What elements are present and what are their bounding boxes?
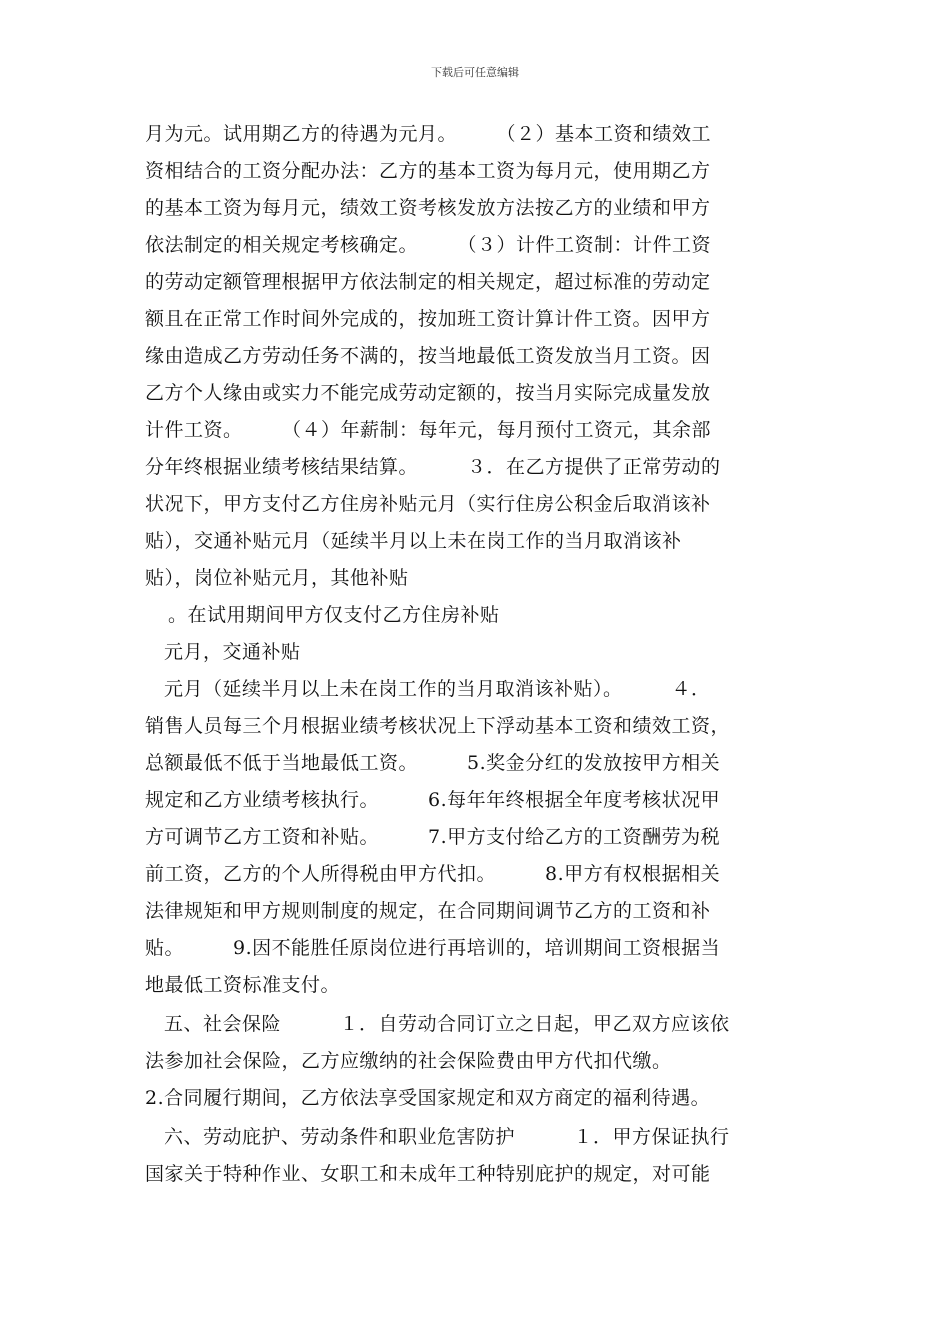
paragraph-line: 元月，交通补贴 — [164, 641, 301, 663]
paragraph-line: 地最低工资标准支付。 — [145, 974, 341, 996]
paragraph-line: 的劳动定额管理根据甲方依法制定的相关规定，超过标准的劳动定 — [145, 271, 711, 293]
paragraph-line: 月为元。试用期乙方的待遇为元月。 （２）基本工资和绩效工 — [145, 123, 712, 145]
section-heading-social-insurance: 五、社会保险 １．自劳动合同订立之日起，甲乙双方应该依 — [164, 1013, 730, 1035]
paragraph-line: 法参加社会保险，乙方应缴纳的社会保险费由甲方代扣代缴。 — [145, 1050, 672, 1072]
paragraph-line: 方可调节乙方工资和补贴。 7.甲方支付给乙方的工资酬劳为税 — [145, 826, 721, 848]
paragraph-line: 总额最低不低于当地最低工资。 5.奖金分红的发放按甲方相关 — [145, 752, 721, 774]
paragraph-line: 前工资，乙方的个人所得税由甲方代扣。 8.甲方有权根据相关 — [145, 863, 721, 885]
paragraph-line: 规定和乙方业绩考核执行。 6.每年年终根据全年度考核状况甲 — [145, 789, 721, 811]
paragraph-line: 元月（延续半月以上未在岗工作的当月取消该补贴）。 ４． — [164, 678, 711, 700]
paragraph-line: 计件工资。 （４）年薪制：每年元，每月预付工资元，其余部 — [145, 419, 712, 441]
paragraph-line: 贴。 9.因不能胜任原岗位进行再培训的，培训期间工资根据当 — [145, 937, 721, 959]
paragraph-line: 贴），交通补贴元月（延续半月以上未在岗工作的当月取消该补 — [145, 530, 682, 552]
paragraph-line: 依法制定的相关规定考核确定。 （３）计件工资制：计件工资 — [145, 234, 712, 256]
paragraph-line: 2.合同履行期间，乙方依法享受国家规定和双方商定的福利待遇。 — [145, 1087, 711, 1109]
paragraph-line: 贴），岗位补贴元月，其他补贴 — [145, 567, 409, 589]
paragraph-line: 分年终根据业绩考核结果结算。 ３．在乙方提供了正常劳动的 — [145, 456, 721, 478]
page-header: 下载后可任意编辑 — [431, 66, 519, 79]
paragraph-line: 。在试用期间甲方仅支付乙方住房补贴 — [168, 604, 500, 626]
paragraph-line: 国家关于特种作业、女职工和未成年工种特别庇护的规定，对可能 — [145, 1163, 711, 1185]
paragraph-line: 缘由造成乙方劳动任务不满的，按当地最低工资发放当月工资。因 — [145, 345, 711, 367]
section-heading-labor-protection: 六、劳动庇护、劳动条件和职业危害防护 １．甲方保证执行 — [164, 1126, 730, 1148]
paragraph-line: 额且在正常工作时间外完成的，按加班工资计算计件工资。因甲方 — [145, 308, 711, 330]
paragraph-line: 乙方个人缘由或实力不能完成劳动定额的，按当月实际完成量发放 — [145, 382, 711, 404]
paragraph-line: 资相结合的工资分配办法：乙方的基本工资为每月元，使用期乙方 — [145, 160, 711, 182]
paragraph-line: 法律规矩和甲方规则制度的规定，在合同期间调节乙方的工资和补 — [145, 900, 711, 922]
paragraph-line: 销售人员每三个月根据业绩考核状况上下浮动基本工资和绩效工资， — [145, 715, 731, 737]
paragraph-line: 状况下，甲方支付乙方住房补贴元月（实行住房公积金后取消该补 — [145, 493, 711, 515]
paragraph-line: 的基本工资为每月元，绩效工资考核发放方法按乙方的业绩和甲方 — [145, 197, 711, 219]
